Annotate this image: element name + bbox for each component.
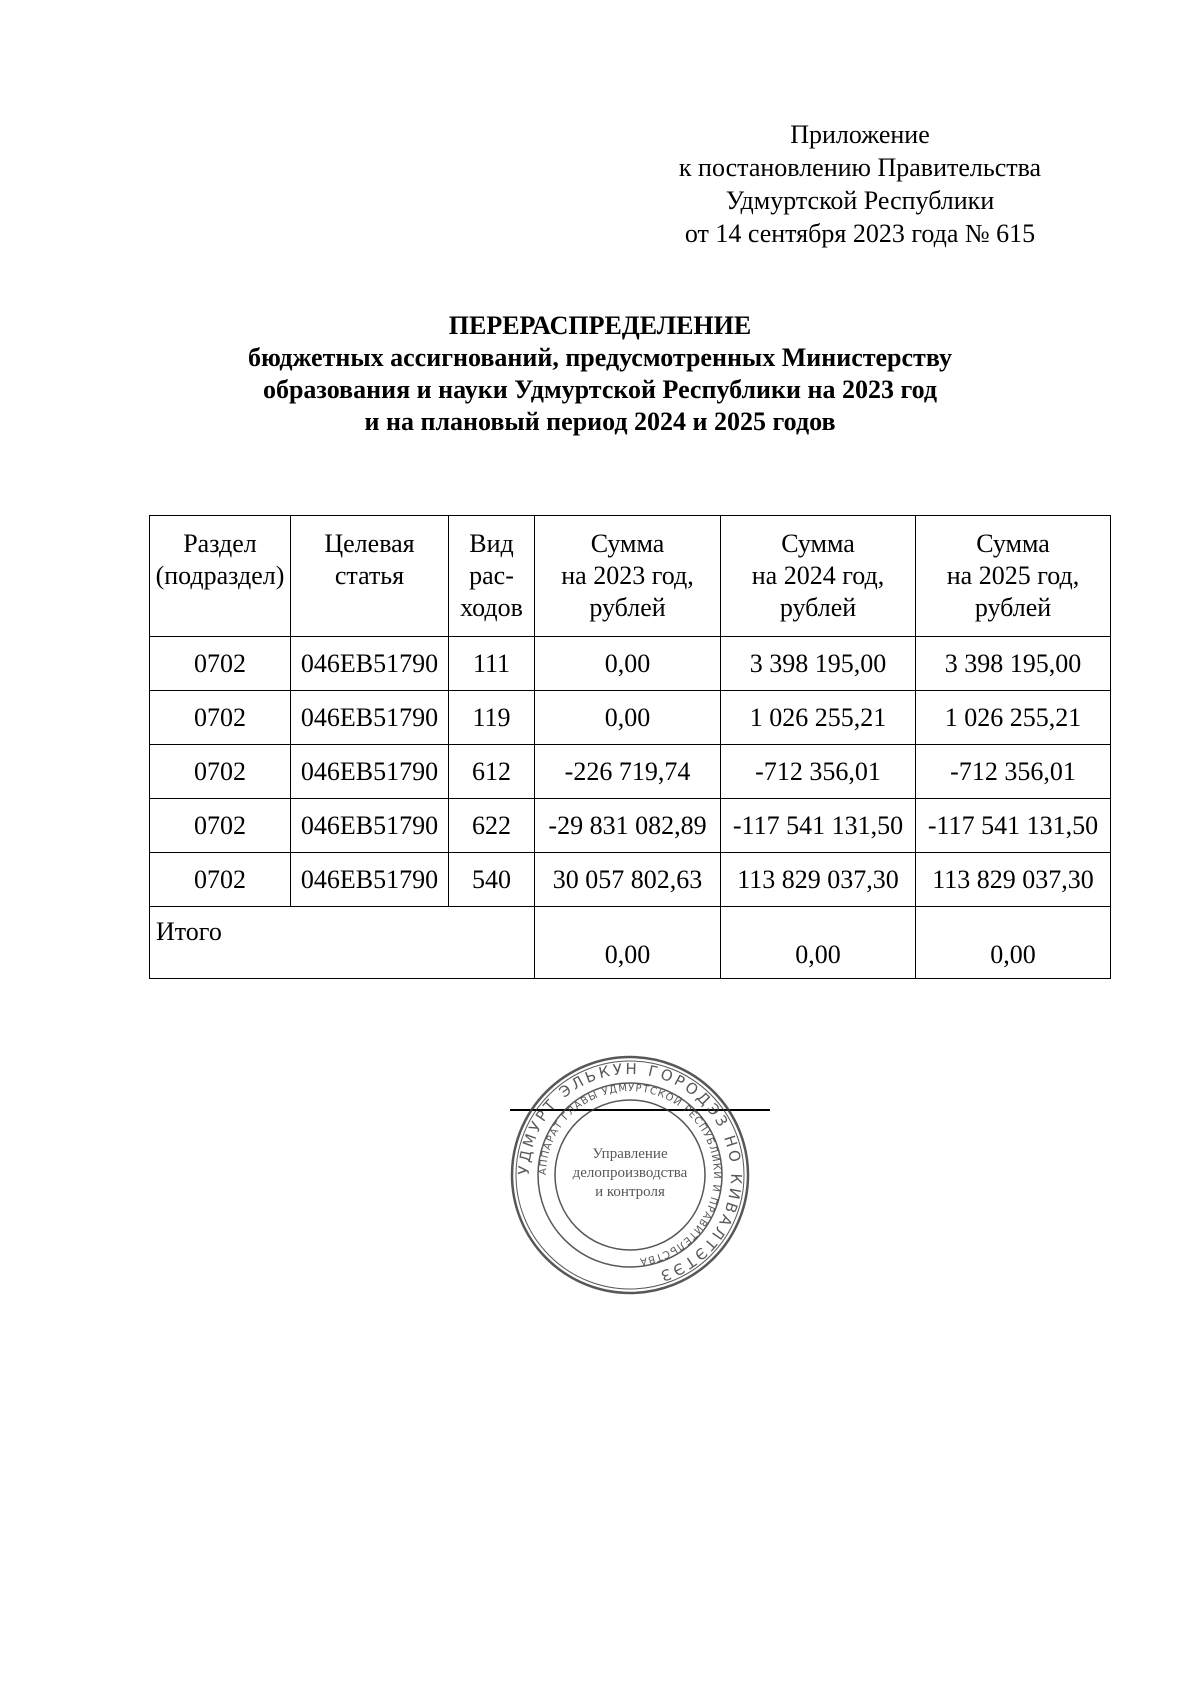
cell-target-article: 046EB51790: [291, 799, 449, 853]
cell-sum-2025: 113 829 037,30: [916, 853, 1111, 907]
header-section: Раздел (подраздел): [150, 516, 291, 637]
table-total-row: [150, 907, 1111, 979]
document-heading: [150, 310, 1050, 438]
stamp-inner-text: АППАРАТ ГЛАВЫ УДМУРТСКОЙ РЕСПУБЛИКИ И ПРАВИТЕЛЬСТВА: [537, 1082, 723, 1267]
appendix-line: к постановлению Правительства: [678, 153, 1042, 182]
official-seal-stamp: [505, 1050, 755, 1300]
document-subtitle-line: и на плановый период 2024 и 2025 годов: [364, 407, 836, 436]
cell-target-article: 046EB51790: [291, 637, 449, 691]
document-subtitle-line: бюджетных ассигнований, предусмотренных Министерству: [248, 343, 952, 372]
appendix-line: Приложение: [790, 120, 930, 149]
table-row: [150, 691, 1111, 745]
cell-expense-type: 111: [449, 637, 535, 691]
cell-expense-type: 119: [449, 691, 535, 745]
appendix-line: Удмуртской Республики: [725, 186, 995, 215]
cell-expense-type: 622: [449, 799, 535, 853]
cell-expense-type: 540: [449, 853, 535, 907]
cell-sum-2023: 30 057 802,63: [535, 853, 721, 907]
cell-target-article: 046EB51790: [291, 853, 449, 907]
cell-sum-2025: 3 398 195,00: [916, 637, 1111, 691]
cell-sum-2024: -117 541 131,50: [721, 799, 916, 853]
total-sum-2024: 0,00: [721, 907, 916, 979]
document-subtitle-line: образования и науки Удмуртской Республики на 2023 год: [262, 375, 938, 404]
cell-sum-2024: 3 398 195,00: [721, 637, 916, 691]
header-sum-2023: Сумма на 2023 год, рублей: [535, 516, 721, 637]
total-sum-2025: 0,00: [916, 907, 1111, 979]
table-row: [150, 853, 1111, 907]
appendix-block: [640, 118, 1080, 250]
cell-target-article: 046EB51790: [291, 691, 449, 745]
cell-sum-2024: -712 356,01: [721, 745, 916, 799]
stamp-outer-text: УДМУРТ ЭЛЬКУН ГОРОДЭЗ НО КИВАЛТЭТЭЗ: [514, 1059, 746, 1286]
cell-expense-type: 612: [449, 745, 535, 799]
cell-sum-2024: 113 829 037,30: [721, 853, 916, 907]
cell-sum-2023: 0,00: [535, 691, 721, 745]
header-target-article: Целевая статья: [291, 516, 449, 637]
header-sum-2025: Сумма на 2025 год, рублей: [916, 516, 1111, 637]
total-label: Итого: [150, 907, 535, 979]
cell-target-article: 046EB51790: [291, 745, 449, 799]
stamp-center-line: Управление: [592, 1146, 668, 1162]
cell-sum-2023: -29 831 082,89: [535, 799, 721, 853]
header-expense-type: Вид рас- ходов: [449, 516, 535, 637]
cell-sum-2025: 1 026 255,21: [916, 691, 1111, 745]
cell-section: 0702: [150, 745, 291, 799]
cell-sum-2023: -226 719,74: [535, 745, 721, 799]
cell-section: 0702: [150, 637, 291, 691]
total-sum-2023: 0,00: [535, 907, 721, 979]
table-row: [150, 799, 1111, 853]
cell-sum-2024: 1 026 255,21: [721, 691, 916, 745]
cell-section: 0702: [150, 691, 291, 745]
stamp-center-line: делопроизводства: [572, 1165, 688, 1181]
header-sum-2024: Сумма на 2024 год, рублей: [721, 516, 916, 637]
cell-sum-2023: 0,00: [535, 637, 721, 691]
cell-section: 0702: [150, 853, 291, 907]
document-title: ПЕРЕРАСПРЕДЕЛЕНИЕ: [448, 311, 752, 340]
budget-table: [149, 515, 1111, 979]
cell-section: 0702: [150, 799, 291, 853]
appendix-line: от 14 сентября 2023 года № 615: [684, 219, 1036, 248]
stamp-center-line: и контроля: [595, 1184, 665, 1200]
cell-sum-2025: -712 356,01: [916, 745, 1111, 799]
table-row: [150, 637, 1111, 691]
table-header-row: [150, 516, 1111, 637]
table-row: [150, 745, 1111, 799]
cell-sum-2025: -117 541 131,50: [916, 799, 1111, 853]
